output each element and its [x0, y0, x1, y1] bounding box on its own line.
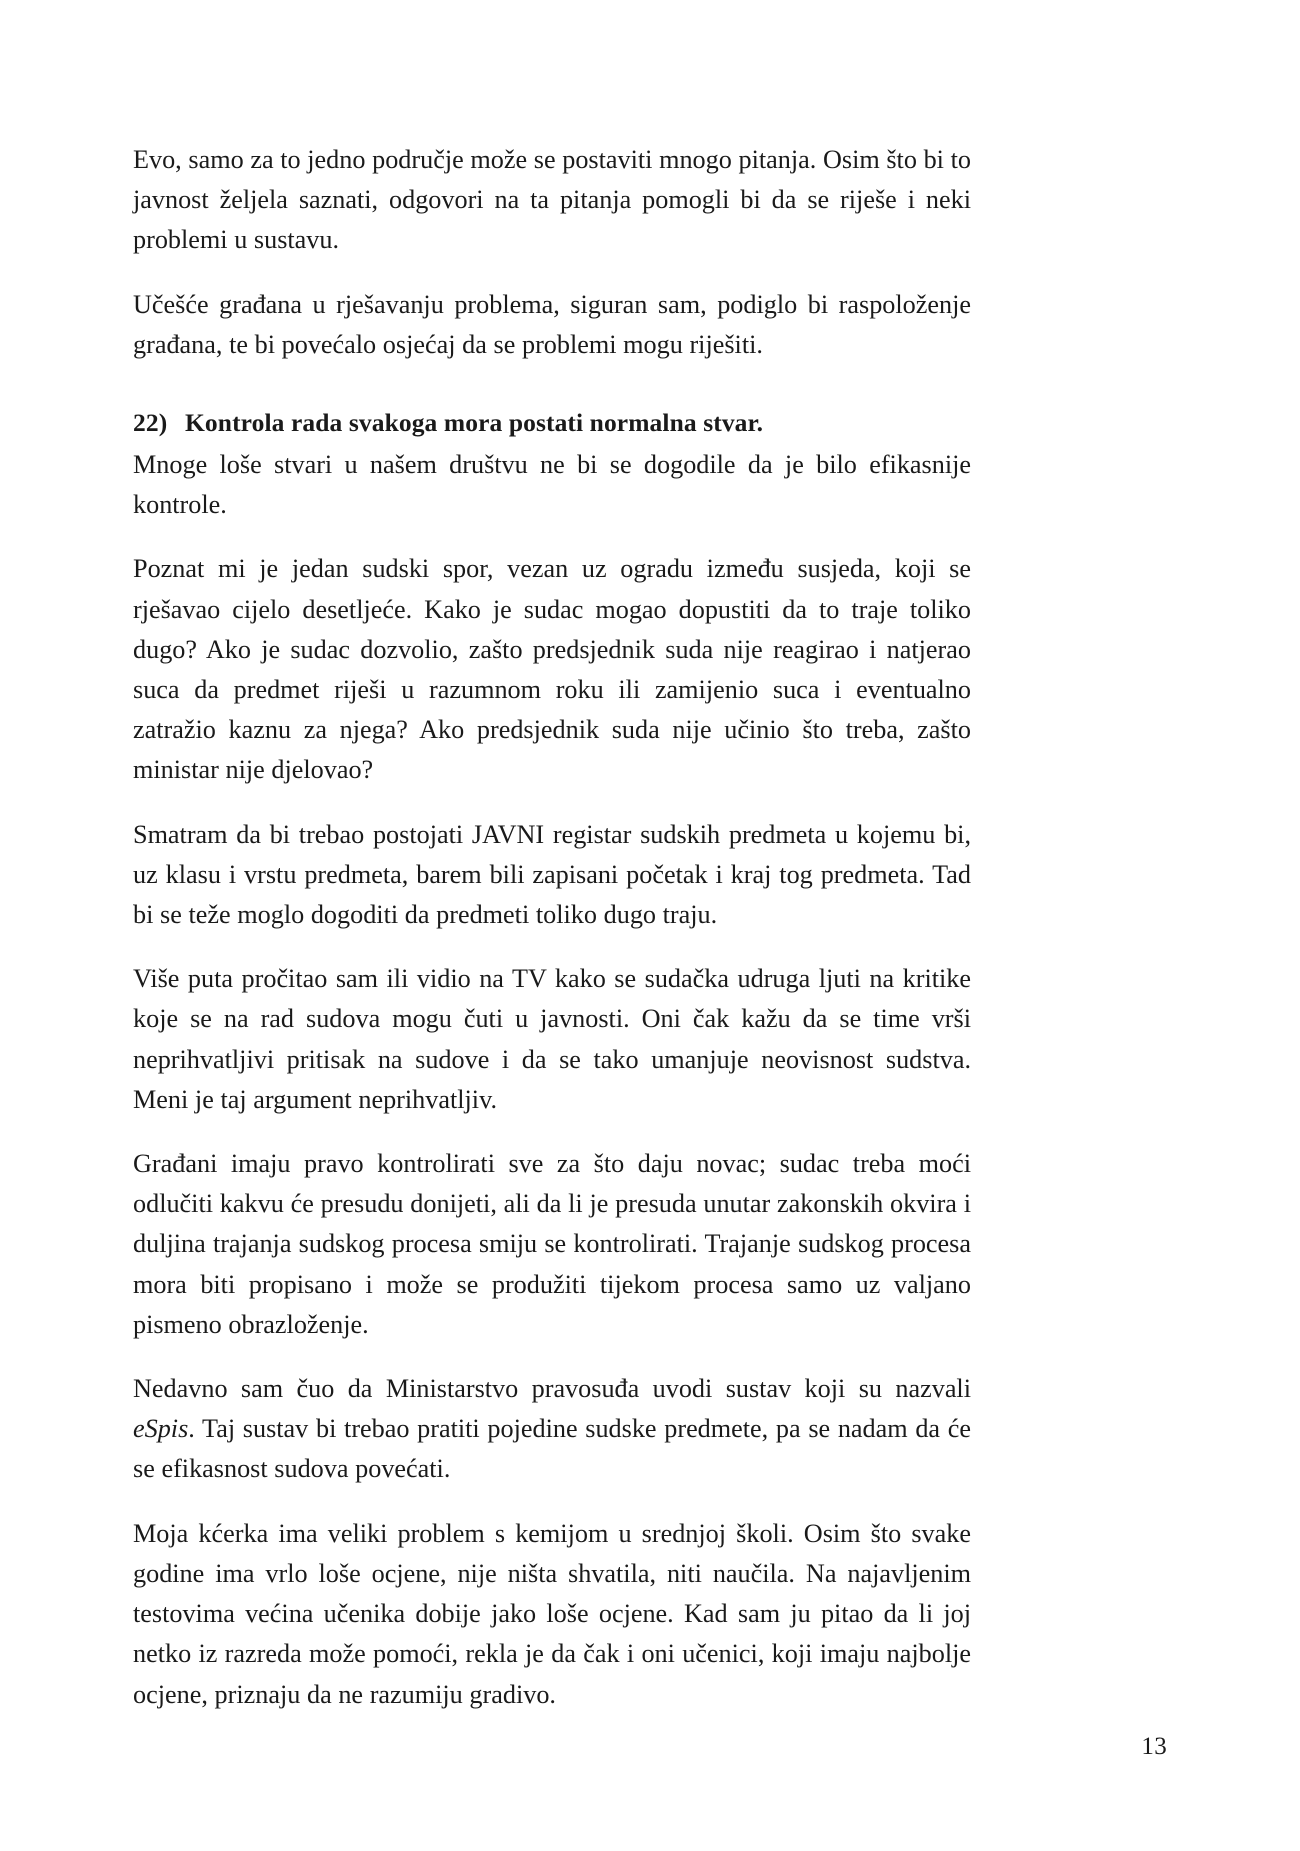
paragraph-9: Moja kćerka ima veliki problem s kemijom u srednjoj školi. Osim što svake godine ima vrlo loše ocjene, nije ništa shvatila, niti naučila. Na najavljenim testovima većina učenika dobije jako loše ocjene. Kad sam ju pitao da li joj netko iz razreda može pomoći, rekla je da čak i oni učenici, koji imaju najbolje ocjene, priznaju da ne razumiju gradivo.: [133, 1518, 971, 1709]
paragraph-8-text-after: . Taj sustav bi trebao pratiti pojedine sudske predmete, pa se nadam da će se efikasnost sudova povećati.: [133, 1414, 971, 1484]
section-heading-title: Kontrola rada svakoga mora postati normalna stvar.: [185, 408, 764, 438]
paragraph-6: Više puta pročitao sam ili vidio na TV kako se sudačka udruga ljuti na kritike koje se na rad sudova mogu čuti u javnosti. Oni čak kažu da se time vrši neprihvatljivi pritisak na sudove i da se tako umanjuje neovisnost sudstva. Meni je taj argument neprihvatljiv.: [133, 964, 971, 1114]
paragraph-7: Građani imaju pravo kontrolirati sve za što daju novac; sudac treba moći odlučiti kakvu će presudu donijeti, ali da li je presuda unutar zakonskih okvira i duljina trajanja sudskog procesa smiju se kontrolirati. Trajanje sudskog procesa mora biti propisano i može se produžiti tijekom procesa samo uz valjano pismeno obrazloženje.: [133, 1149, 971, 1339]
paragraph-5: Smatram da bi trebao postojati JAVNI registar sudskih predmeta u kojemu bi, uz klasu i vrstu predmeta, barem bili zapisani početak i kraj tog predmeta. Tad bi se teže moglo dogoditi da predmeti toliko dugo traju.: [133, 819, 971, 930]
page-content: [133, 140, 971, 1715]
page-number: 13: [1141, 1733, 1167, 1760]
section-heading-number: 22): [133, 408, 168, 438]
paragraph-2: Učešće građana u rješavanju problema, siguran sam, podiglo bi raspoloženje građana, te bi povećalo osjećaj da se problemi mogu riješiti.: [133, 289, 971, 359]
paragraph-1: Evo, samo za to jedno područje može se postaviti mnogo pitanja. Osim što bi to javnost željela saznati, odgovori na ta pitanja pomogli bi da se riješe i neki problemi u sustavu.: [133, 145, 971, 255]
paragraph-8: [133, 1369, 971, 1490]
system-name-espis: eSpis: [133, 1414, 189, 1444]
paragraph-8-text-before: Nedavno sam čuo da Ministarstvo pravosuđa uvodi sustav koji su nazvali: [133, 1374, 971, 1404]
section-heading: [133, 403, 971, 443]
paragraph-4: Poznat mi je jedan sudski spor, vezan uz ogradu između susjeda, koji se rješavao cijelo desetljeće. Kako je sudac mogao dopustiti da to traje toliko dugo? Ako je sudac dozvolio, zašto predsjednik suda nije reagirao i natjerao suca da predmet riješi u razumnom roku ili zamijenio suca i eventualno zatražio kaznu za njega? Ako predsjednik suda nije učinio što treba, zašto ministar nije djelovao?: [133, 554, 971, 785]
paragraph-3: Mnoge loše stvari u našem društvu ne bi se dogodile da je bilo efikasnije kontrole.: [133, 450, 971, 520]
